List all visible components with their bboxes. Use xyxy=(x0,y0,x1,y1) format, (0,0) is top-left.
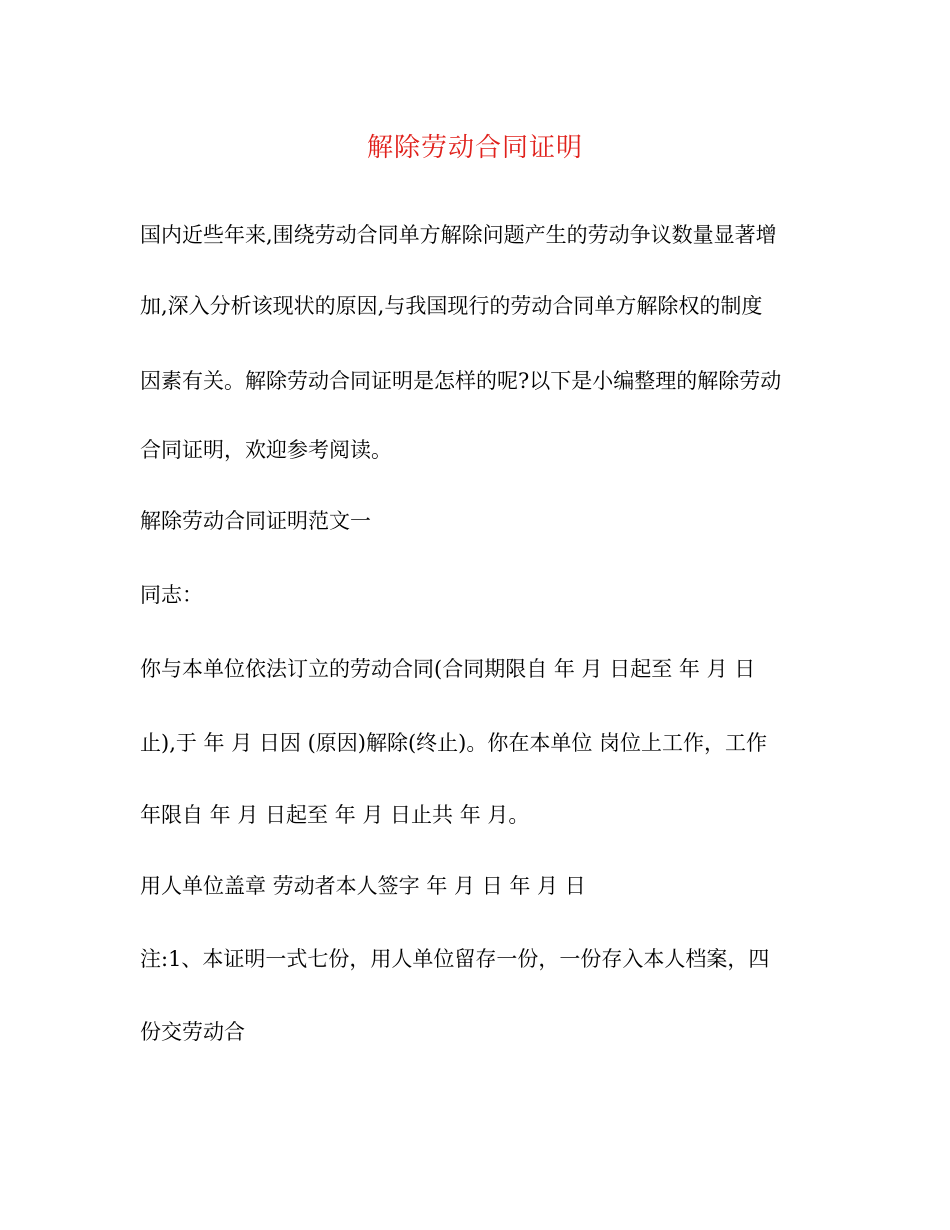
paragraph-line: 年限自 年 月 日起至 年 月 日止共 年 月。 xyxy=(140,803,530,827)
paragraph-line: 合同证明，欢迎参考阅读。 xyxy=(140,438,392,462)
paragraph-line: 因素有关。解除劳动合同证明是怎样的呢?以下是小编整理的解除劳动 xyxy=(140,369,782,393)
paragraph-line: 止),于 年 月 日因 (原因)解除(终止)。你在本单位 岗位上工作，工作 xyxy=(140,731,768,755)
note-line: 注:1、本证明一式七份，用人单位留存一份，一份存入本人档案，四 xyxy=(140,947,770,971)
section-heading: 解除劳动合同证明范文一 xyxy=(140,509,371,533)
signature-line: 用人单位盖章 劳动者本人签字 年 月 日 年 月 日 xyxy=(140,874,586,898)
document-title: 解除劳动合同证明 xyxy=(366,133,583,163)
note-line: 份交劳动合 xyxy=(140,1020,245,1044)
paragraph-line: 加,深入分析该现状的原因,与我国现行的劳动合同单方解除权的制度 xyxy=(140,294,763,318)
paragraph-line: 你与本单位依法订立的劳动合同(合同期限自 年 月 日起至 年 月 日 xyxy=(140,657,756,681)
paragraph-line: 国内近些年来,围绕劳动合同单方解除问题产生的劳动争议数量显著增 xyxy=(140,223,777,247)
salutation: 同志： xyxy=(140,583,203,607)
